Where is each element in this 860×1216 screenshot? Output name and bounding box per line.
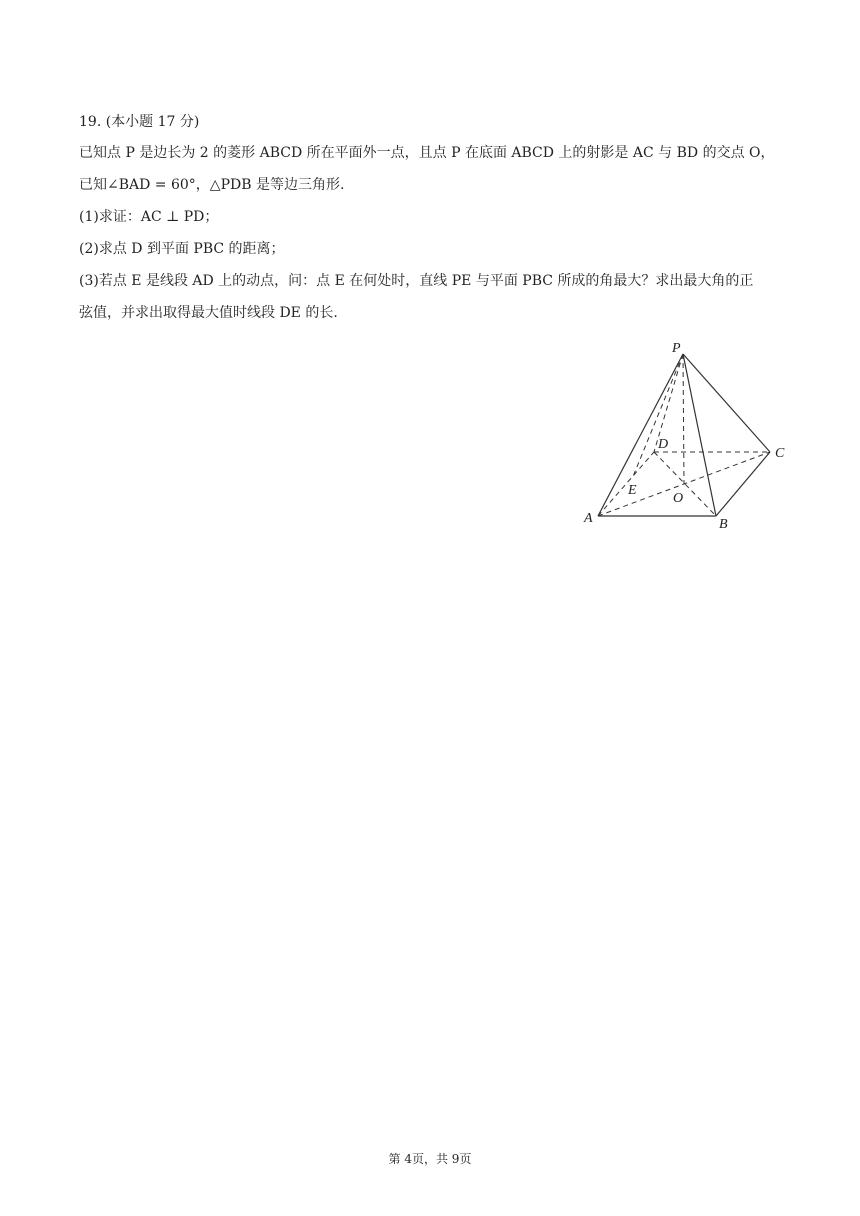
label-P: P: [672, 341, 681, 356]
edge-AC: [598, 452, 770, 516]
edge-PB: [683, 354, 716, 516]
question-2: (2)求点 D 到平面 PBC 的距离；: [79, 241, 285, 257]
edge-PO: [683, 354, 684, 484]
label-A: A: [584, 511, 593, 526]
label-C: C: [775, 446, 785, 461]
edge-PE: [632, 354, 683, 479]
pyramid-figure: [570, 336, 800, 536]
question-1: (1)求证：AC ⊥ PD；: [79, 209, 219, 225]
question-3-line-2: 弦值，并求出取得最大值时线段 DE 的长.: [79, 305, 338, 321]
problem-title: 19. (本小题 17 分): [79, 114, 200, 130]
edge-PC: [683, 354, 770, 452]
page-footer: 第 4页，共 9页: [388, 1152, 472, 1166]
problem-block: [79, 110, 779, 332]
label-O: O: [673, 491, 684, 506]
pyramid-diagram: [570, 336, 800, 536]
label-B: B: [719, 517, 728, 532]
label-D: D: [658, 437, 669, 452]
label-E: E: [628, 483, 637, 498]
question-3-line-1: (3)若点 E 是线段 AD 上的动点，问：点 E 在何处时，直线 PE 与平面 PBC 所成的角最大？求出最大角的正: [79, 273, 754, 289]
edge-PA: [598, 354, 683, 516]
problem-stem-line-2: 已知∠BAD = 60°，△PDB 是等边三角形.: [79, 177, 345, 193]
problem-stem-line-1: 已知点 P 是边长为 2 的菱形 ABCD 所在平面外一点，且点 P 在底面 ABCD 上的射影是 AC 与 BD 的交点 O，: [79, 145, 775, 161]
